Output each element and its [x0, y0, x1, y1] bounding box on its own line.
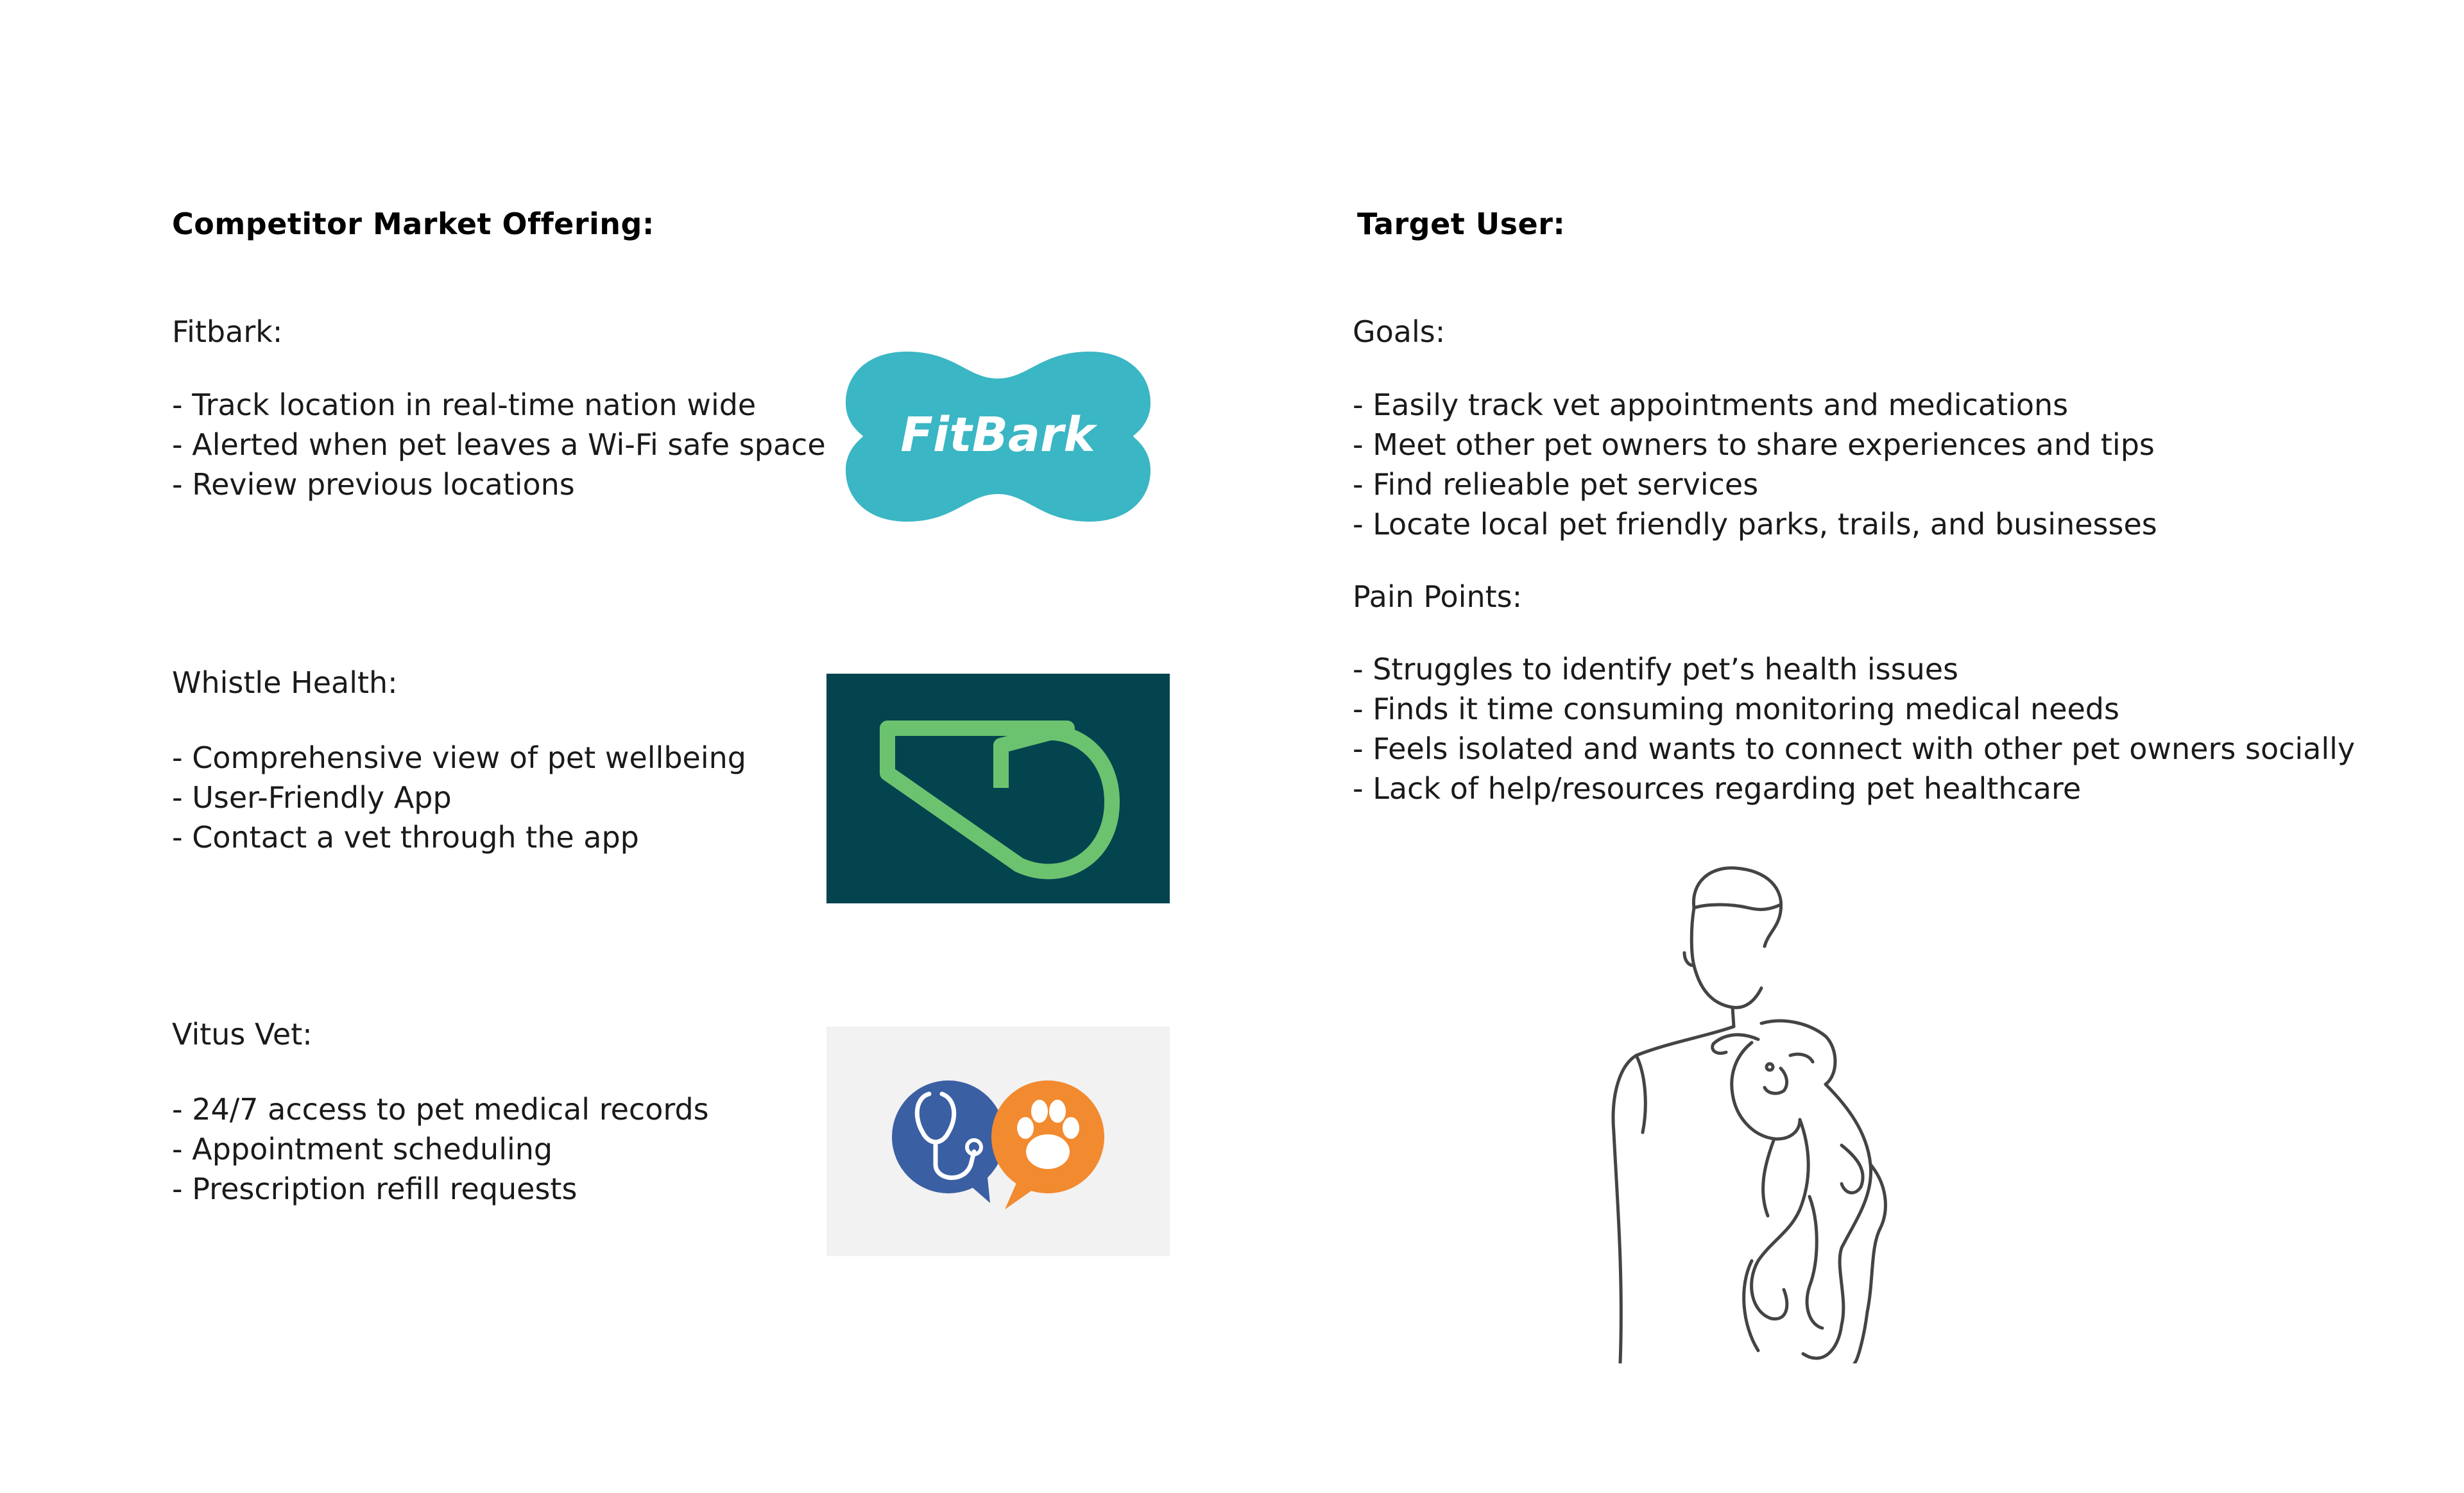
- bone-icon: [846, 352, 1151, 522]
- list-item: - Appointment scheduling: [172, 1129, 709, 1169]
- list-item: - Find relieable pet services: [1353, 465, 2157, 504]
- list-item: - User-Friendly App: [172, 778, 746, 817]
- fitbark-logo: [846, 352, 1151, 522]
- list-item: - Locate local pet friendly parks, trails, and businesses: [1353, 504, 2157, 544]
- list-item: - Struggles to identify pet’s health issues: [1353, 649, 2355, 689]
- target-user-heading: Target User:: [1357, 207, 1566, 241]
- pain-points-list: [1353, 649, 2355, 808]
- pain-points-title: Pain Points:: [1353, 579, 1523, 614]
- goals-title: Goals:: [1353, 314, 1446, 349]
- stethoscope-icon: [892, 1080, 1005, 1203]
- whistle-logo: [826, 674, 1170, 903]
- list-item: - Finds it time consuming monitoring medical needs: [1353, 689, 2355, 729]
- list-item: - Easily track vet appointments and medications: [1353, 385, 2157, 425]
- competitor-heading: Competitor Market Offering:: [172, 207, 654, 241]
- vitus-title: Vitus Vet:: [172, 1017, 312, 1052]
- owner-with-dog-illustration: [1598, 863, 1944, 1363]
- goals-list: [1353, 385, 2157, 544]
- list-item: - Meet other pet owners to share experiences and tips: [1353, 425, 2157, 465]
- list-item: - Comprehensive view of pet wellbeing: [172, 738, 746, 778]
- whistle-title: Whistle Health:: [172, 665, 398, 700]
- whistle-icon: [826, 674, 1170, 903]
- whistle-points: [172, 738, 746, 857]
- list-item: - Review previous locations: [172, 465, 826, 504]
- list-item: - 24/7 access to pet medical records: [172, 1089, 709, 1129]
- vitus-logo: [826, 1027, 1170, 1256]
- list-item: - Contact a vet through the app: [172, 817, 746, 857]
- fitbark-logo-text: FitBark: [900, 407, 1095, 463]
- vitus-points: [172, 1089, 709, 1209]
- fitbark-points: [172, 385, 826, 504]
- list-item: - Feels isolated and wants to connect with other pet owners socially: [1353, 729, 2355, 769]
- list-item: - Prescription refill requests: [172, 1169, 709, 1209]
- list-item: - Track location in real-time nation wide: [172, 385, 826, 425]
- paw-icon: [991, 1080, 1104, 1209]
- list-item: - Lack of help/resources regarding pet healthcare: [1353, 769, 2355, 808]
- fitbark-title: Fitbark:: [172, 314, 283, 349]
- list-item: - Alerted when pet leaves a Wi-Fi safe space: [172, 425, 826, 465]
